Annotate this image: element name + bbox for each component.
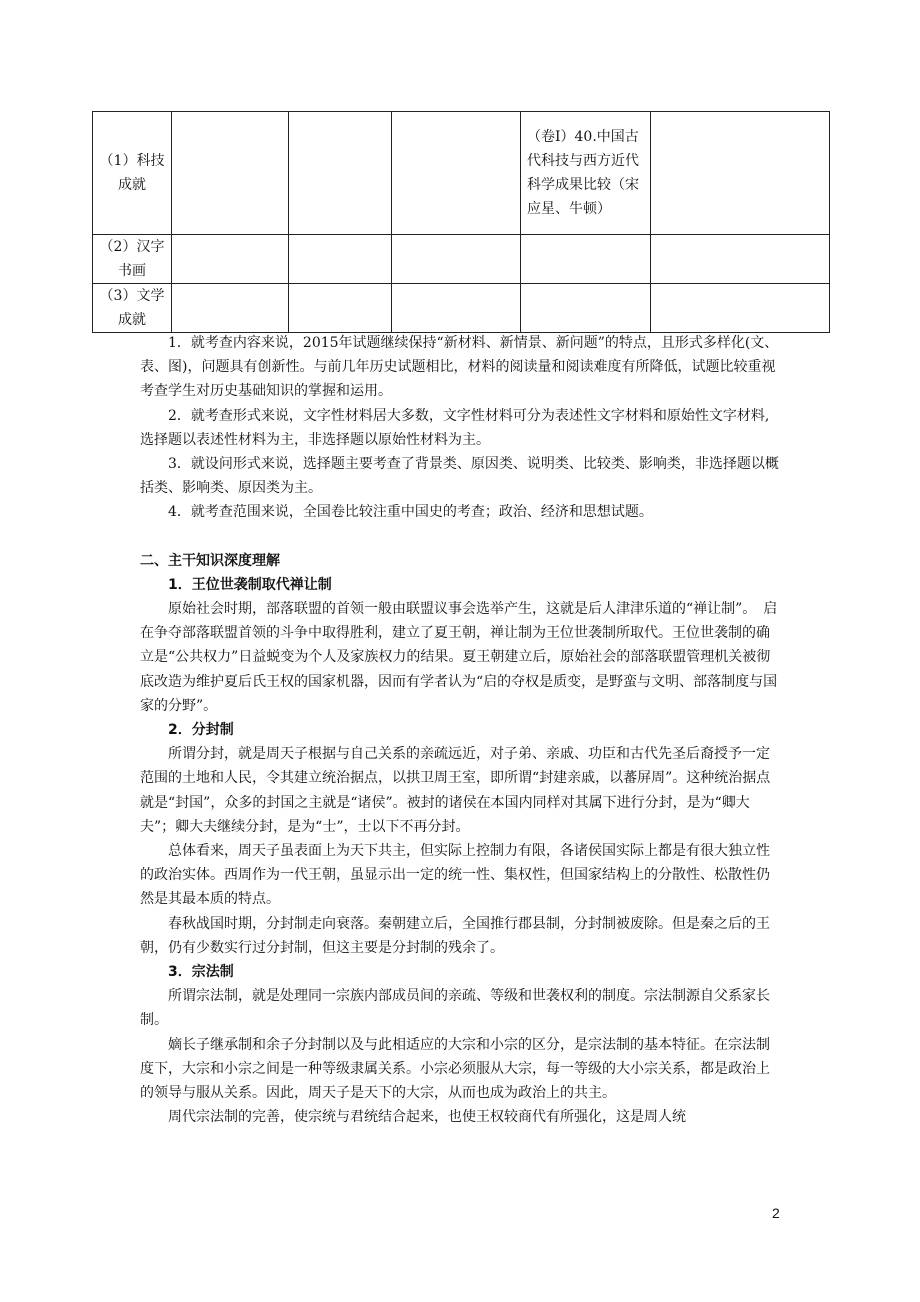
table-row [93,284,830,333]
paragraph: 原始社会时期，部落联盟的首领一般由联盟议事会选举产生，这就是后人津津乐道的“禅让制”。 启在争夺部落联盟首领的斗争中取得胜利，建立了夏王朝，禅让制为王位世袭制所取代。王位世袭制的确立是“公共权力”日益蜕变为个人及家族权力的结果。夏王朝建立后，原始社会的部落联盟管理机关被彻底改造为维护夏后氏王权的国家机器，因而有学者认为“启的夺权是质变，是野蛮与文明、部落制度与国家的分野”。 [140,601,778,714]
table-cell [172,112,289,235]
paragraph: 春秋战国时期，分封制走向衰落。秦朝建立后，全国推行郡县制，分封制被废除。但是秦之后的王朝，仍有少数实行过分封制，但这主要是分封制的残余了。 [140,915,770,956]
table-cell [289,112,392,235]
table-cell [651,235,830,284]
exam-topic-table [92,111,830,333]
paragraph: 嫡长子继承制和余子分封制以及与此相适应的大宗和小宗的区分，是宗法制的基本特征。在宗法制度下，大宗和小宗之间是一种等级隶属关系。小宗必须服从大宗，每一等级的大小宗关系，都是政治上的领导与服从关系。因此，周天子是天下的大宗，从而也成为政治上的共主。 [140,1036,770,1102]
paragraph: 总体看来，周天子虽表面上为天下共主，但实际上控制力有限，各诸侯国实际上都是有很大独立性的政治实体。西周作为一代王朝，虽显示出一定的统一性、集权性，但国家结构上的分散性、松散性仍然是其最本质的特点。 [140,843,770,908]
page-number: 2 [772,1205,780,1221]
summary-point-2: 2．就考查形式来说，文字性材料居大多数，文字性材料可分为表述性文字材料和原始性文字材料,选择题以表述性材料为主，非选择题以原始性材料为主。 [140,407,770,448]
table-cell [392,235,521,284]
summary-point-4: 4．就考查范围来说，全国卷比较注重中国史的考查；政治、经济和思想试题。 [168,504,653,521]
row-label: （3）文学成就 [93,284,172,333]
paragraph: 所谓宗法制，就是处理同一宗族内部成员间的亲疏、等级和世袭权利的制度。宗法制源自父系家长制。 [140,988,770,1029]
row-label: （2）汉字书画 [93,235,172,284]
section-heading: 二、主干知识深度理解 [140,552,280,569]
table-cell [651,284,830,333]
table-cell [521,284,651,333]
table-cell [521,235,651,284]
document-body [140,331,780,1130]
subsection-heading-2: 2．分封制 [168,722,234,739]
table-cell [289,235,392,284]
table-cell [172,235,289,284]
subsection-heading-3: 3．宗法制 [168,964,234,981]
table-cell [392,284,521,333]
table-cell [172,284,289,333]
table-cell [651,112,830,235]
row-label: （1）科技成就 [93,112,172,235]
summary-point-3: 3．就设问形式来说，选择题主要考查了背景类、原因类、说明类、比较类、影响类，非选择题以概括类、影响类、原因类为主。 [140,456,779,497]
table-row [93,235,830,284]
paragraph: 周代宗法制的完善，使宗统与君统结合起来，也使王权较商代有所强化，这是周人统 [168,1109,686,1126]
table-row [93,112,830,235]
summary-point-1: 1．就考查内容来说，2015年试题继续保持“新材料、新情景、新问题”的特点，且形式多样化(文、表、图)，问题具有创新性。与前几年历史试题相比，材料的阅读量和阅读难度有所降低，试题比较重视考查学生对历史基础知识的掌握和运用。 [140,335,779,400]
table-cell [392,112,521,235]
paragraph: 所谓分封，就是周天子根据与自己关系的亲疏远近，对子弟、亲戚、功臣和古代先圣后裔授予一定范围的土地和人民，令其建立统治据点，以拱卫周王室，即所谓“封建亲戚，以蕃屏周”。这种统治据点就是“封国”，众多的封国之主就是“诸侯”。被封的诸侯在本国内同样对其属下进行分封，是为“卿大夫”；卿大夫继续分封，是为“士”，士以下不再分封。 [140,746,771,835]
table-cell: （卷Ⅰ）40.中国古代科技与西方近代科学成果比较（宋应星、牛顿） [521,112,651,235]
subsection-heading-1: 1．王位世袭制取代禅让制 [168,576,332,593]
table-cell [289,284,392,333]
